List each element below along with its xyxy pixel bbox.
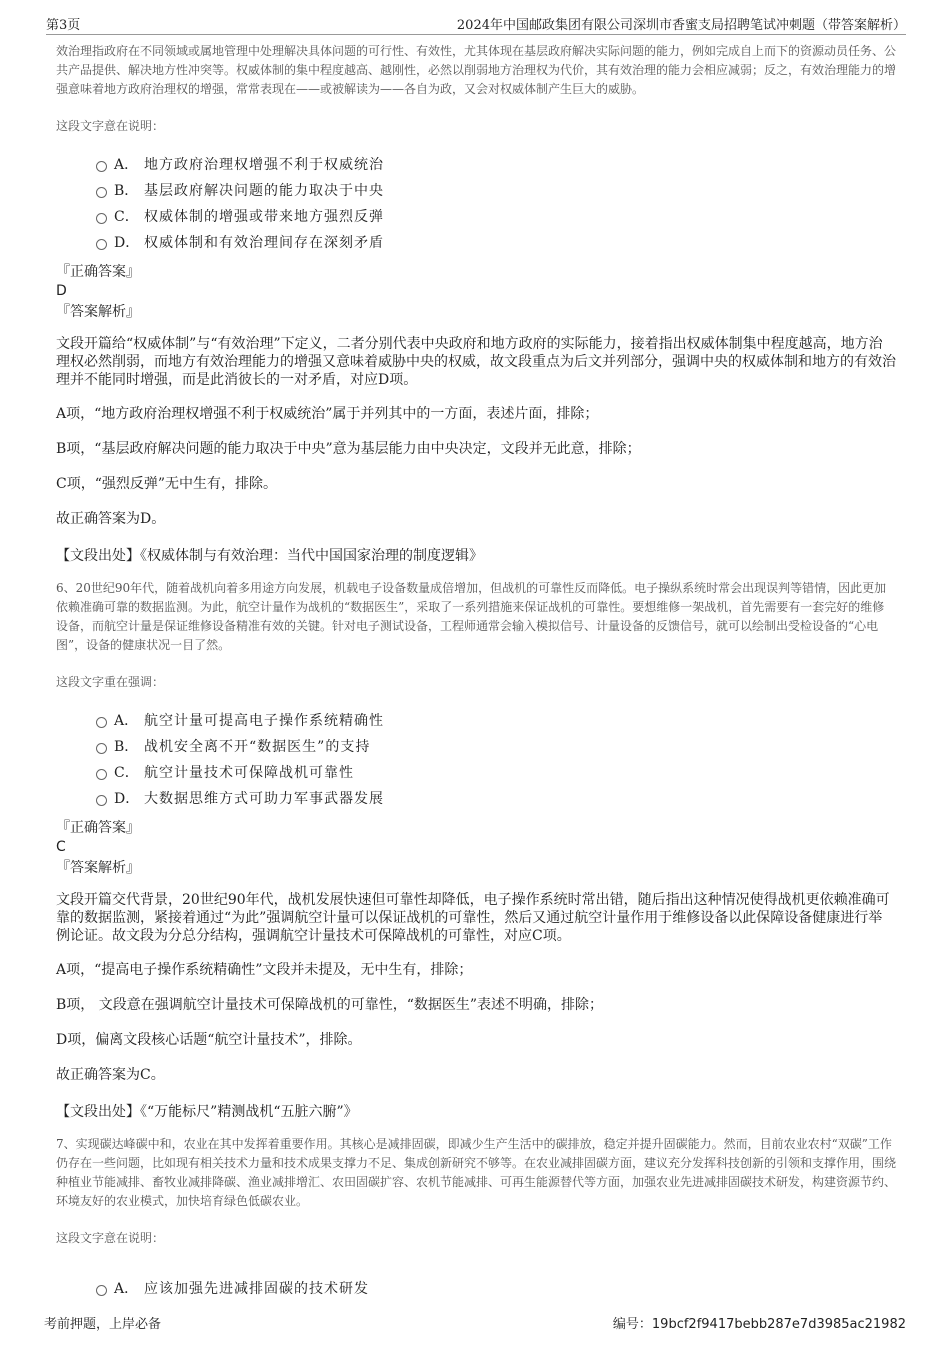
radio-icon[interactable] [96,795,107,806]
footer-code-value: 19bcf2f9417bebb287e7d3985ac21982 [651,1317,906,1332]
q6-answer: C [56,839,66,855]
footer-code [613,1313,906,1332]
q6-analysis-main: 文段开篇交代背景，20世纪90年代，战机发展快速但可靠性却降低，电子操作系统时常出错，随后指出这种情况使得战机更依赖准确可靠的数据监测，紧接着通过“为此”强调航空计量可以保证战机的可靠性，然后又通过航空计量作用于维修设备以此保障设备健康进行举例论证。故文段为分总分结构，强调航空计量技术可保障战机的可靠性，对应C项。 [56,892,890,944]
q6-prompt: 这段文字重在强调： [56,675,165,689]
radio-icon[interactable] [96,213,107,224]
radio-icon[interactable] [96,769,107,780]
q5-analysis-main: 文段开篇给“权威体制”与“有效治理”下定义，二者分别代表中央政府和地方政府的实际能力，接着指出权威体制集中程度越高，地方治理权必然削弱，而地方有效治理能力的增强又意味着威胁中央的权威，故文段重点为后文并列部分，强调中央的权威体制和地方的有效治理并不能同时增强，而是此消彼长的一对矛盾，对应D项。 [56,336,896,388]
radio-icon[interactable] [96,187,107,198]
q5-analysis-a: A项，“地方政府治理权增强不利于权威统治”属于并列其中的一方面，表述片面，排除； [56,406,599,422]
q5-passage: 效治理指政府在不同领域或属地管理中处理解决具体问题的可行性、有效性，尤其体现在基层政府解决实际问题的能力，例如完成自上而下的资源动员任务、公共产品提供、解决地方性冲突等。权威体制的集中程度越高、越刚性，必然以削弱地方治理权为代价，其有效治理的能力会相应减弱；反之，有效治理能力的增强意味着地方政府治理权的增强，常常表现在——或被解读为——各自为政，又会对权威体制产生巨大的威胁。 [56,44,897,96]
q7-options [56,1276,896,1302]
q6-analysis-a: A项，“提高电子操作系统精确性”文段并未提及，无中生有，排除； [56,962,473,978]
q6-passage: 6、20世纪90年代，随着战机向着多用途方向发展，机载电子设备数量成倍增加，但战机的可靠性反而降低。电子操纵系统时常会出现误判等错情，因此更加依赖准确可靠的数据监测。为此，航空计量作为战机的“数据医生”，采取了一系列措施来保证战机的可靠性。要想维修一架战机，首先需要有一套完好的维修设备，而航空计量是保证维修设备精准有效的关键。针对电子测试设备，工程师通常会输入模拟信号、计量设备的反馈信号，就可以绘制出受检设备的“心电图”，设备的健康状况一目了然。 [56,581,887,652]
q7-passage: 7、实现碳达峰碳中和，农业在其中发挥着重要作用。其核心是减排固碳，即减少生产生活中的碳排放，稳定并提升固碳能力。然而，目前农业农村“双碳”工作仍存在一些问题，比如现有相关技术力量和技术成果支撑力不足、集成创新研究不够等。在农业减排固碳方面，建议充分发挥科技创新的引领和支撑作用，围绕种植业节能减排、畜牧业减排降碳、渔业减排增汇、农田固碳扩容、农机节能减排、可再生能源替代等方面，加强农业先进减排固碳技术研发，构建资源节约、环境友好的农业模式，加快培育绿色低碳农业。 [56,1137,897,1208]
radio-icon[interactable] [96,239,107,250]
page-number: 第3页 [46,18,81,33]
document-title: 2024年中国邮政集团有限公司深圳市香蜜支局招聘笔试冲刺题（带答案解析） [456,18,906,33]
q5-analysis-conclusion: 故正确答案为D。 [56,511,166,527]
q6-source: 【文段出处】《“万能标尺”精测战机“五脏六腑”》 [56,1104,358,1120]
footer-code-label: 编号： [612,1317,652,1332]
footer-slogan: 考前押题，上岸必备 [44,1317,162,1332]
q6-option-b[interactable]: B． 战机安全离不开“数据医生”的支持 [56,734,896,760]
q5-source: 【文段出处】《权威体制与有效治理：当代中国国家治理的制度逻辑》 [56,548,483,564]
q6-analysis-b: B项， 文段意在强调航空计量技术可保障战机的可靠性，“数据医生”表述不明确，排除； [56,997,604,1013]
q5-analysis-b: B项，“基层政府解决问题的能力取决于中央”意为基层能力由中央决定，文段并无此意，排除； [56,441,641,457]
q5-options [56,152,896,256]
q6-analysis-d: D项，偏离文段核心话题“航空计量技术”，排除。 [56,1032,362,1048]
q5-analysis-label: 『答案解析』 [56,304,140,320]
q5-option-d[interactable]: D． 权威体制和有效治理间存在深刻矛盾 [56,230,896,256]
page-content [56,42,896,1302]
q6-analysis-conclusion: 故正确答案为C。 [56,1067,165,1083]
q6-answer-label: 『正确答案』 [56,820,140,836]
q5-answer-label: 『正确答案』 [56,264,140,280]
q7-prompt: 这段文字意在说明： [56,1231,165,1245]
q6-option-c[interactable]: C． 航空计量技术可保障战机可靠性 [56,760,896,786]
q6-analysis-label: 『答案解析』 [56,860,140,876]
radio-icon[interactable] [96,161,107,172]
q5-prompt: 这段文字意在说明： [56,119,165,133]
radio-icon[interactable] [96,743,107,754]
page-header [46,12,906,35]
radio-icon[interactable] [96,1285,107,1296]
q6-options [56,708,896,812]
q5-analysis-c: C项，“强烈反弹”无中生有，排除。 [56,476,278,492]
q6-option-a[interactable]: A． 航空计量可提高电子操作系统精确性 [56,708,896,734]
q5-option-a[interactable]: A． 地方政府治理权增强不利于权威统治 [56,152,896,178]
q5-option-c[interactable]: C． 权威体制的增强或带来地方强烈反弹 [56,204,896,230]
q7-option-a[interactable]: A． 应该加强先进减排固碳的技术研发 [56,1276,896,1302]
q5-option-b[interactable]: B． 基层政府解决问题的能力取决于中央 [56,178,896,204]
radio-icon[interactable] [96,717,107,728]
q6-option-d[interactable]: D． 大数据思维方式可助力军事武器发展 [56,786,896,812]
q5-answer: D [56,283,67,299]
